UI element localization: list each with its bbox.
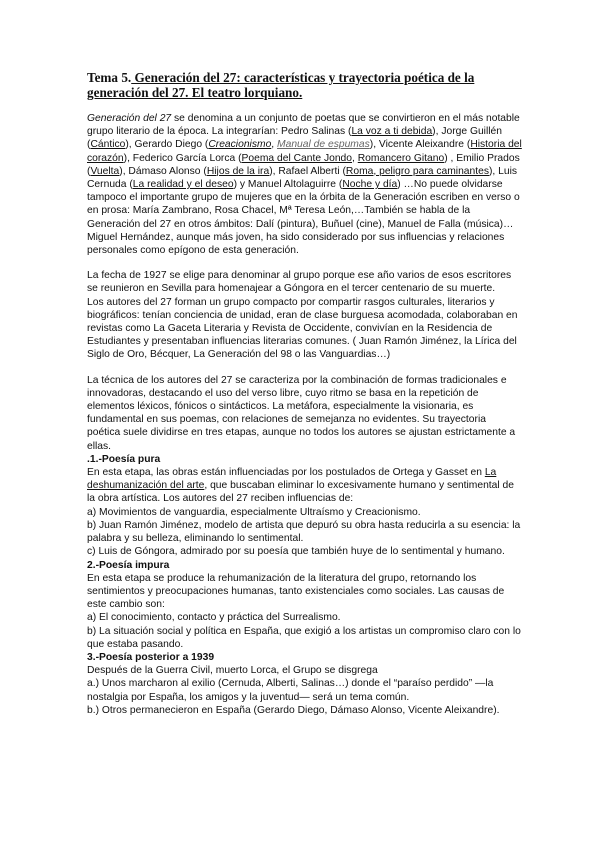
work-title: Manual de espumas [277,139,370,151]
work-title: Historia del corazón [87,139,522,164]
work-title: Romancero Gitano [357,152,445,164]
title-prefix: Tema 5. [87,70,132,85]
etapa1-text-part: En esta etapa, las obras están influenciadas por los postulados de Ortega y Gasset en [87,467,485,479]
list-item: a) El conocimiento, contacto y práctica del Surrealismo. [87,612,341,624]
etapa3-heading: 3.-Poesía posterior a 1939 [87,651,215,663]
intro-text: ), Gerardo Diego ( [125,139,209,151]
list-item: b.) Otros permanecieron en España (Gerardo Diego, Dámaso Alonso, Vicente Aleixandre). [87,704,500,716]
intro-lead: Generación del 27 [87,113,172,124]
tecnica-paragraph: La técnica de los autores del 27 se caracteriza por la combinación de formas tradicionales e innovadoras, destacando el uso del verso libre, cuyo ritmo se basa en la repetición de elementos léxicos, fónicos o sintácticos. La metáfora, especialmente la visionaria, es fundamental en sus poemas, con relaciones de semejanza no evidentes. Su trayectoria poética suele dividirse en tres etapas, aunque no todos los autores se ajustan estrictamente a ellas. [87,374,516,452]
etapa1-text [87,466,522,506]
fecha-paragraph: La fecha de 1927 se elige para denominar al grupo porque ese año varios de esos escritores se reunieron en Sevilla para homenajear a Góngora en el tercer centenario de su muerte. [87,270,512,295]
etapa1-text-part: , que buscaban eliminar lo excesivamente humano y sentimental de la obra artística. Los autores del 27 reciben influencias de: [87,480,514,505]
intro-text: ), Rafael Alberti ( [269,165,346,177]
intro-text: ), Dámaso Alonso ( [119,165,207,177]
list-item: b) La situación social y política en España, que exigió a los artistas un compromiso claro con lo que estaba pasando. [87,625,521,650]
etapa1-heading: .1.-Poesía pura [87,453,161,465]
work-title: Roma, peligro para caminantes [345,165,489,177]
work-title: Poema del Cante Jondo [241,152,353,164]
list-item: b) Juan Ramón Jiménez, modelo de artista que depuró su obra hasta reducirla a su esencia: la palabra y su belleza, eliminando lo sentimental. [87,519,521,545]
work-title: Cántico [90,139,126,151]
intro-text: ) y Manuel Altolaguirre ( [233,179,343,191]
work-title: Creacionismo [208,139,272,151]
autores-paragraph: Los autores del 27 forman un grupo compacto por compartir rasgos culturales, literarios y biográficos: tenían conciencia de unidad, eran de clase burguesa acomodada, colaboraban en revistas como La Gaceta Literaria y Revista de Occidente, convivían en la Residencia de Estudiantes y presentaban influencias literarias comunes. ( Juan Ramón Jiménez, la Lírica del Siglo de Oro, Bécquer, La Generación del 98 o las Vanguardias…) [87,296,518,361]
work-title: La deshumanización del arte [87,467,497,492]
spacer [87,257,522,269]
intro-text: ), Luis Cernuda ( [87,165,518,191]
title-text: Generación del 27: características y trayectoria poética de la generación del 27. El teatro lorquiano. [87,70,475,100]
intro-text: ), Vicente Aleixandre ( [369,139,471,151]
intro-text: ), Federico García Lorca ( [123,152,242,164]
work-title: Noche y día [342,179,398,191]
intro-text: , [352,152,358,164]
intro-text: ) …No puede olvidarse tampoco el importante grupo de mujeres que en la órbita de la Generación escriben en verso o en prosa: María Zambrano, Rosa Chacel, Mª Teresa León,…También se habla de la Generación del 27 en otros ámbitos: Dalí (pintura), Buñuel (cine), Manuel de Falla (música)…Miguel Hernández, aunque más joven, ha sido considerado por sus influencias y relaciones personales como epígono de esta generación. [87,179,520,257]
work-title: La realidad y el deseo [132,179,234,191]
etapa3-text: Después de la Guerra Civil, muerto Lorca, el Grupo se disgrega [87,665,378,677]
etapa2-text: En esta etapa se produce la rehumanización de la literatura del grupo, retornando los sentimientos y preocupaciones humanas, tanto existenciales como sociales. Las causas de este cambio son: [87,572,505,611]
work-title: Hijos de la ira [206,165,270,177]
spacer [87,362,522,374]
list-item: a) Movimientos de vanguardia, especialmente Ultraísmo y Creacionismo. [87,506,421,518]
list-item: c) Luis de Góngora, admirado por su poesía que también huye de lo sentimental y humano. [87,546,505,558]
intro-text: ) , Emilio Prados ( [87,152,520,177]
list-item: a.) Unos marcharon al exilio (Cernuda, Alberti, Salinas…) donde el “paraíso perdido” —la nostalgia por España, los amigos y la juventud— será un tema común. [87,678,494,703]
work-title: La voz a ti debida [351,126,433,138]
etapa2-heading: 2.-Poesía impura [87,559,170,571]
document-title [87,70,522,100]
intro-text: ), Jorge Guillén ( [87,126,502,151]
intro-paragraph [87,112,522,257]
intro-text: , [271,139,278,151]
work-title: Vuelta [90,165,120,177]
intro-text: se denomina a un conjunto de poetas que se convirtieron en el más notable grupo literario de la época. La integrarían: Pedro Salinas ( [87,113,520,138]
